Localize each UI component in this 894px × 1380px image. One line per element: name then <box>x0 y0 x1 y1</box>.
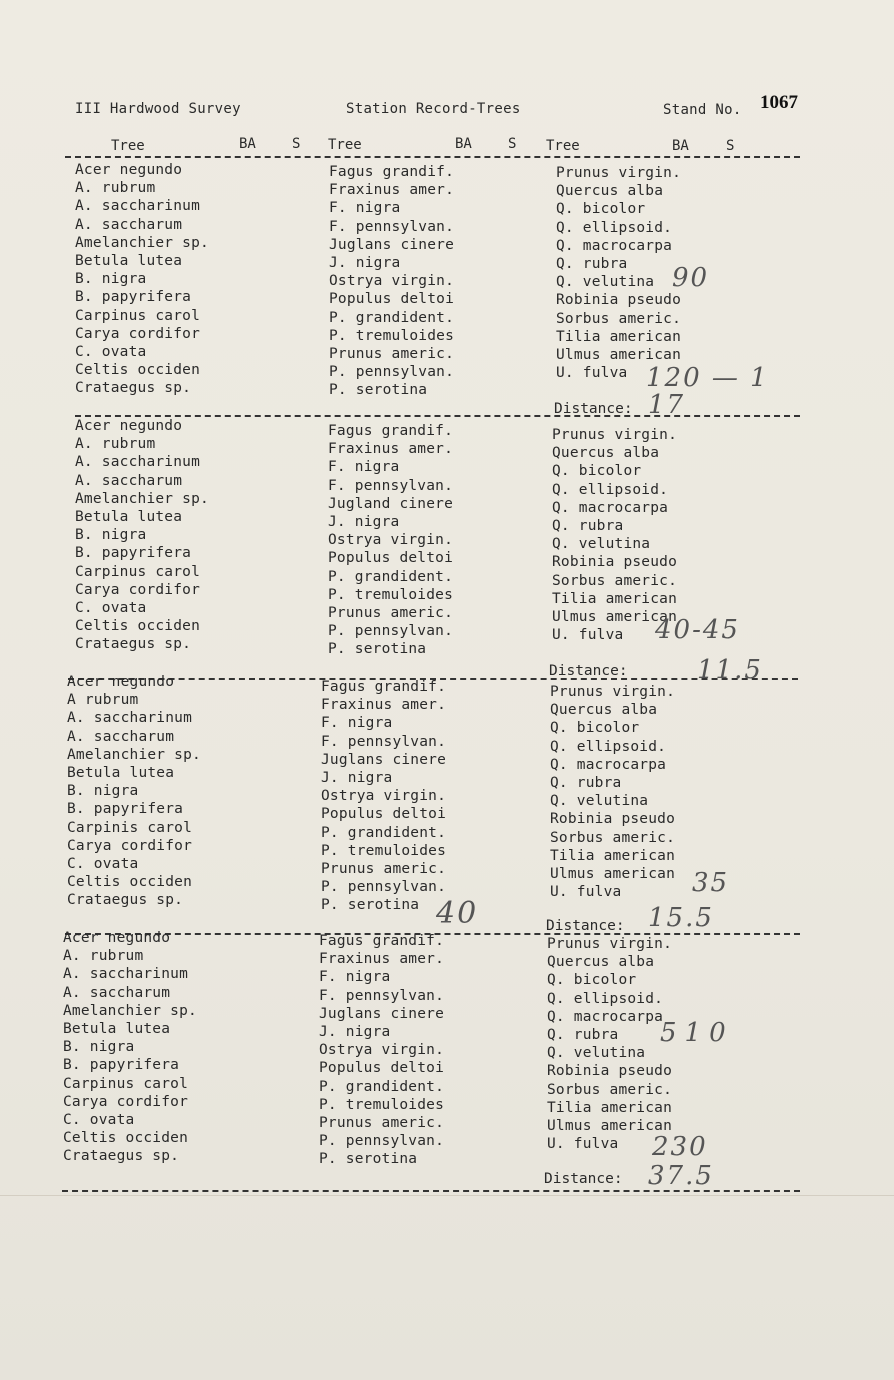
list-item: Crataegus sp. <box>75 380 192 397</box>
list-item: Q. macrocarpa <box>552 499 669 516</box>
list-item: C. ovata <box>75 599 147 616</box>
list-item: Fraxinus amer. <box>328 441 454 458</box>
station-4-col1 <box>63 929 197 1165</box>
list-item: Carya cordifor <box>63 1093 189 1110</box>
list-item: A. rubrum <box>63 948 144 965</box>
list-item: Q. bicolor <box>550 720 640 737</box>
list-item: Amelanchier sp. <box>75 234 209 251</box>
list-item: Celtis occiden <box>63 1130 189 1147</box>
list-item: Quercus alba <box>552 445 660 462</box>
list-item: P. pennsylvan. <box>328 623 454 640</box>
list-item: P. serotina <box>329 382 428 399</box>
list-item: Tilia american <box>556 328 682 345</box>
list-item: Populus deltoi <box>321 806 447 823</box>
list-item: B. papyrifera <box>75 545 192 562</box>
list-item: Q. velutina <box>550 793 649 810</box>
list-item: Q. bicolor <box>547 972 637 989</box>
station-1-col3 <box>556 164 681 382</box>
list-item: A. saccharum <box>75 472 183 489</box>
list-item: Amelanchier sp. <box>75 490 209 507</box>
list-item: J. nigra <box>328 513 400 530</box>
list-item: P. pennsylvan. <box>321 879 447 896</box>
list-item: Acer negundo <box>75 418 183 434</box>
station-3-note: 35 <box>692 868 730 898</box>
station-3-col2 <box>321 678 446 914</box>
list-item: Q. ellipsoid. <box>547 990 664 1007</box>
list-item: Prunus americ. <box>319 1114 445 1131</box>
list-item: Amelanchier sp. <box>63 1002 197 1019</box>
list-item: Q. velutina <box>552 536 651 553</box>
paper-fold <box>0 1195 894 1196</box>
list-item: Fagus grandif. <box>321 679 447 695</box>
list-item: J. nigra <box>329 254 401 271</box>
list-item: Ostrya virgin. <box>319 1042 445 1059</box>
list-item: F. nigra <box>329 200 401 217</box>
list-item: B. papyrifera <box>63 1057 180 1074</box>
list-item: A rubrum <box>67 692 139 709</box>
station-1-col1 <box>75 161 209 397</box>
list-item: Prunus virgin. <box>556 165 682 181</box>
station-2-col3 <box>552 426 677 644</box>
list-item: Sorbus americ. <box>556 310 682 327</box>
station-3-col3 <box>550 683 675 901</box>
list-item: Robinia pseudo <box>547 1063 673 1080</box>
list-item: Carpinus carol <box>75 307 201 324</box>
list-item: A. saccharinum <box>75 198 201 215</box>
list-item: Carya cordifor <box>67 837 193 854</box>
station-2-col1 <box>75 417 209 653</box>
list-item: Celtis occiden <box>75 362 201 379</box>
col2-ba-header: BA <box>455 136 472 152</box>
list-item: C. ovata <box>75 343 147 360</box>
list-item: P. serotina <box>319 1151 418 1168</box>
list-item: P. tremuloides <box>328 586 454 603</box>
list-item: Q. rubra <box>550 774 622 791</box>
list-item: B. papyrifera <box>67 801 184 818</box>
list-item: Sorbus americ. <box>547 1081 673 1098</box>
list-item: Amelanchier sp. <box>67 746 201 763</box>
list-item: Crataegus sp. <box>63 1148 180 1165</box>
list-item: Celtis occiden <box>67 874 193 891</box>
list-item: Betula lutea <box>75 252 183 269</box>
list-item: Carpinis carol <box>67 819 193 836</box>
list-item: Populus deltoi <box>329 291 455 308</box>
list-item: Ulmus american <box>550 865 676 882</box>
list-item: P. pennsylvan. <box>329 364 455 381</box>
list-item: Q. velutina <box>547 1045 646 1062</box>
list-item: Populus deltoi <box>319 1060 445 1077</box>
list-item: P. serotina <box>328 641 427 658</box>
station-3-col1 <box>67 673 201 909</box>
list-item: U. fulva <box>552 627 624 644</box>
station-1-col2 <box>329 163 454 399</box>
list-item: Carpinus carol <box>75 563 201 580</box>
station-4-note: 510 <box>660 1018 734 1048</box>
station-3-note: 40 <box>436 896 479 931</box>
station-3-distance-value: 15.5 <box>648 903 714 933</box>
list-item: A. saccharinum <box>63 966 189 983</box>
station-2-note: 40-45 <box>655 615 740 645</box>
list-item: Q. macrocarpa <box>550 756 667 773</box>
list-item: Betula lutea <box>63 1020 171 1037</box>
col2-s-header: S <box>508 136 517 152</box>
list-item: F. nigra <box>321 715 393 732</box>
list-item: Quercus alba <box>550 702 658 719</box>
list-item: Q. rubra <box>552 517 624 534</box>
list-item: Q. rubra <box>547 1026 619 1043</box>
list-item: B. nigra <box>75 271 147 288</box>
list-item: Quercus alba <box>556 183 664 200</box>
list-item: B. nigra <box>63 1039 135 1056</box>
list-item: U. fulva <box>556 365 628 382</box>
list-item: Ulmus american <box>556 346 682 363</box>
station-4-col2 <box>319 932 444 1168</box>
list-item: A. saccharum <box>67 728 175 745</box>
col3-tree-header: Tree <box>546 138 580 154</box>
station-2-col2 <box>328 422 453 658</box>
station-4-col3 <box>547 935 672 1153</box>
list-item: Acer negundo <box>63 930 171 946</box>
form-title: Station Record-Trees <box>346 101 521 117</box>
list-item: P. grandident. <box>321 824 447 841</box>
list-item: Jugland cinere <box>328 495 454 512</box>
list-item: P. tremuloides <box>319 1096 445 1113</box>
list-item: Ostrya virgin. <box>321 788 447 805</box>
list-item: P. grandident. <box>319 1078 445 1095</box>
list-item: C. ovata <box>67 855 139 872</box>
list-item: F. pennsylvan. <box>321 733 447 750</box>
station-1-distance-label: Distance: <box>554 401 633 417</box>
list-item: P. serotina <box>321 897 420 914</box>
list-item: P. tremuloides <box>321 842 447 859</box>
list-item: Populus deltoi <box>328 550 454 567</box>
list-item: Acer negundo <box>67 674 175 690</box>
station-4-note: 230 <box>652 1132 708 1162</box>
station-2-distance-label: Distance: <box>549 663 628 679</box>
list-item: P. tremuloides <box>329 327 455 344</box>
list-item: Sorbus americ. <box>550 829 676 846</box>
list-item: Sorbus americ. <box>552 572 678 589</box>
list-item: Fagus grandif. <box>328 423 454 439</box>
list-item: Juglans cinere <box>329 236 455 253</box>
station-4-distance-label: Distance: <box>544 1171 623 1187</box>
list-item: Fraxinus amer. <box>321 697 447 714</box>
header-divider <box>65 156 800 158</box>
station-2-distance-value: 11.5 <box>697 655 763 685</box>
list-item: Q. macrocarpa <box>556 237 673 254</box>
list-item: Robinia pseudo <box>556 292 682 309</box>
list-item: Q. ellipsoid. <box>550 738 667 755</box>
list-item: Ulmus american <box>552 608 678 625</box>
col1-ba-header: BA <box>239 136 256 152</box>
list-item: A. rubrum <box>75 180 156 197</box>
list-item: F. pennsylvan. <box>319 987 445 1004</box>
list-item: Q. ellipsoid. <box>552 481 669 498</box>
list-item: Fraxinus amer. <box>319 951 445 968</box>
list-item: Q. ellipsoid. <box>556 219 673 236</box>
list-item: Tilia american <box>547 1099 673 1116</box>
list-item: Ulmus american <box>547 1117 673 1134</box>
col3-s-header: S <box>726 138 735 154</box>
list-item: P. grandident. <box>328 568 454 585</box>
list-item: F. pennsylvan. <box>328 477 454 494</box>
list-item: Q. bicolor <box>556 201 646 218</box>
list-item: P. pennsylvan. <box>319 1133 445 1150</box>
list-item: Betula lutea <box>67 764 175 781</box>
list-item: Q. macrocarpa <box>547 1008 664 1025</box>
list-item: Quercus alba <box>547 954 655 971</box>
list-item: Ostrya virgin. <box>329 273 455 290</box>
list-item: C. ovata <box>63 1111 135 1128</box>
list-item: Carya cordifor <box>75 325 201 342</box>
list-item: P. grandident. <box>329 309 455 326</box>
list-item: Prunus americ. <box>329 345 455 362</box>
list-item: J. nigra <box>321 769 393 786</box>
list-item: Q. bicolor <box>552 463 642 480</box>
station-4-distance-value: 37.5 <box>648 1161 714 1191</box>
station-1-note: 120 — 1 <box>646 363 769 393</box>
col1-s-header: S <box>292 136 301 152</box>
list-item: B. nigra <box>75 527 147 544</box>
list-item: Tilia american <box>552 590 678 607</box>
list-item: Robinia pseudo <box>552 554 678 571</box>
list-item: Prunus americ. <box>328 604 454 621</box>
station-1-note: 90 <box>672 263 710 293</box>
station-1-distance-value: 17 <box>648 390 686 420</box>
list-item: B. papyrifera <box>75 289 192 306</box>
list-item: Q. rubra <box>556 255 628 272</box>
list-item: Ostrya virgin. <box>328 532 454 549</box>
list-item: A. saccharinum <box>75 454 201 471</box>
list-item: A. rubrum <box>75 436 156 453</box>
list-item: Robinia pseudo <box>550 811 676 828</box>
list-item: Juglans cinere <box>321 751 447 768</box>
list-item: Carya cordifor <box>75 581 201 598</box>
list-item: Celtis occiden <box>75 618 201 635</box>
list-item: Fraxinus amer. <box>329 182 455 199</box>
list-item: B. nigra <box>67 783 139 800</box>
list-item: Prunus americ. <box>321 860 447 877</box>
list-item: Q. velutina <box>556 274 655 291</box>
stand-number: 1067 <box>760 92 798 113</box>
list-item: Fagus grandif. <box>319 933 445 949</box>
list-item: F. pennsylvan. <box>329 218 455 235</box>
list-item: A. saccharinum <box>67 710 193 727</box>
station-3-distance-label: Distance: <box>546 918 625 934</box>
list-item: Prunus virgin. <box>550 684 676 700</box>
list-item: Carpinus carol <box>63 1075 189 1092</box>
list-item: Crataegus sp. <box>75 636 192 653</box>
list-item: Betula lutea <box>75 508 183 525</box>
list-item: Prunus virgin. <box>547 936 673 952</box>
list-item: A. saccharum <box>63 984 171 1001</box>
list-item: Juglans cinere <box>319 1005 445 1022</box>
list-item: U. fulva <box>550 884 622 901</box>
list-item: Crataegus sp. <box>67 892 184 909</box>
bottom-divider <box>62 1190 800 1192</box>
list-item: Fagus grandif. <box>329 164 455 180</box>
col1-tree-header: Tree <box>111 138 145 154</box>
list-item: U. fulva <box>547 1136 619 1153</box>
survey-title: III Hardwood Survey <box>75 101 241 117</box>
list-item: J. nigra <box>319 1023 391 1040</box>
stand-label: Stand No. <box>663 102 742 118</box>
list-item: Tilia american <box>550 847 676 864</box>
list-item: F. nigra <box>328 459 400 476</box>
col3-ba-header: BA <box>672 138 689 154</box>
list-item: F. nigra <box>319 969 391 986</box>
col2-tree-header: Tree <box>328 137 362 153</box>
list-item: A. saccharum <box>75 216 183 233</box>
list-item: Acer negundo <box>75 162 183 178</box>
list-item: Prunus virgin. <box>552 427 678 443</box>
